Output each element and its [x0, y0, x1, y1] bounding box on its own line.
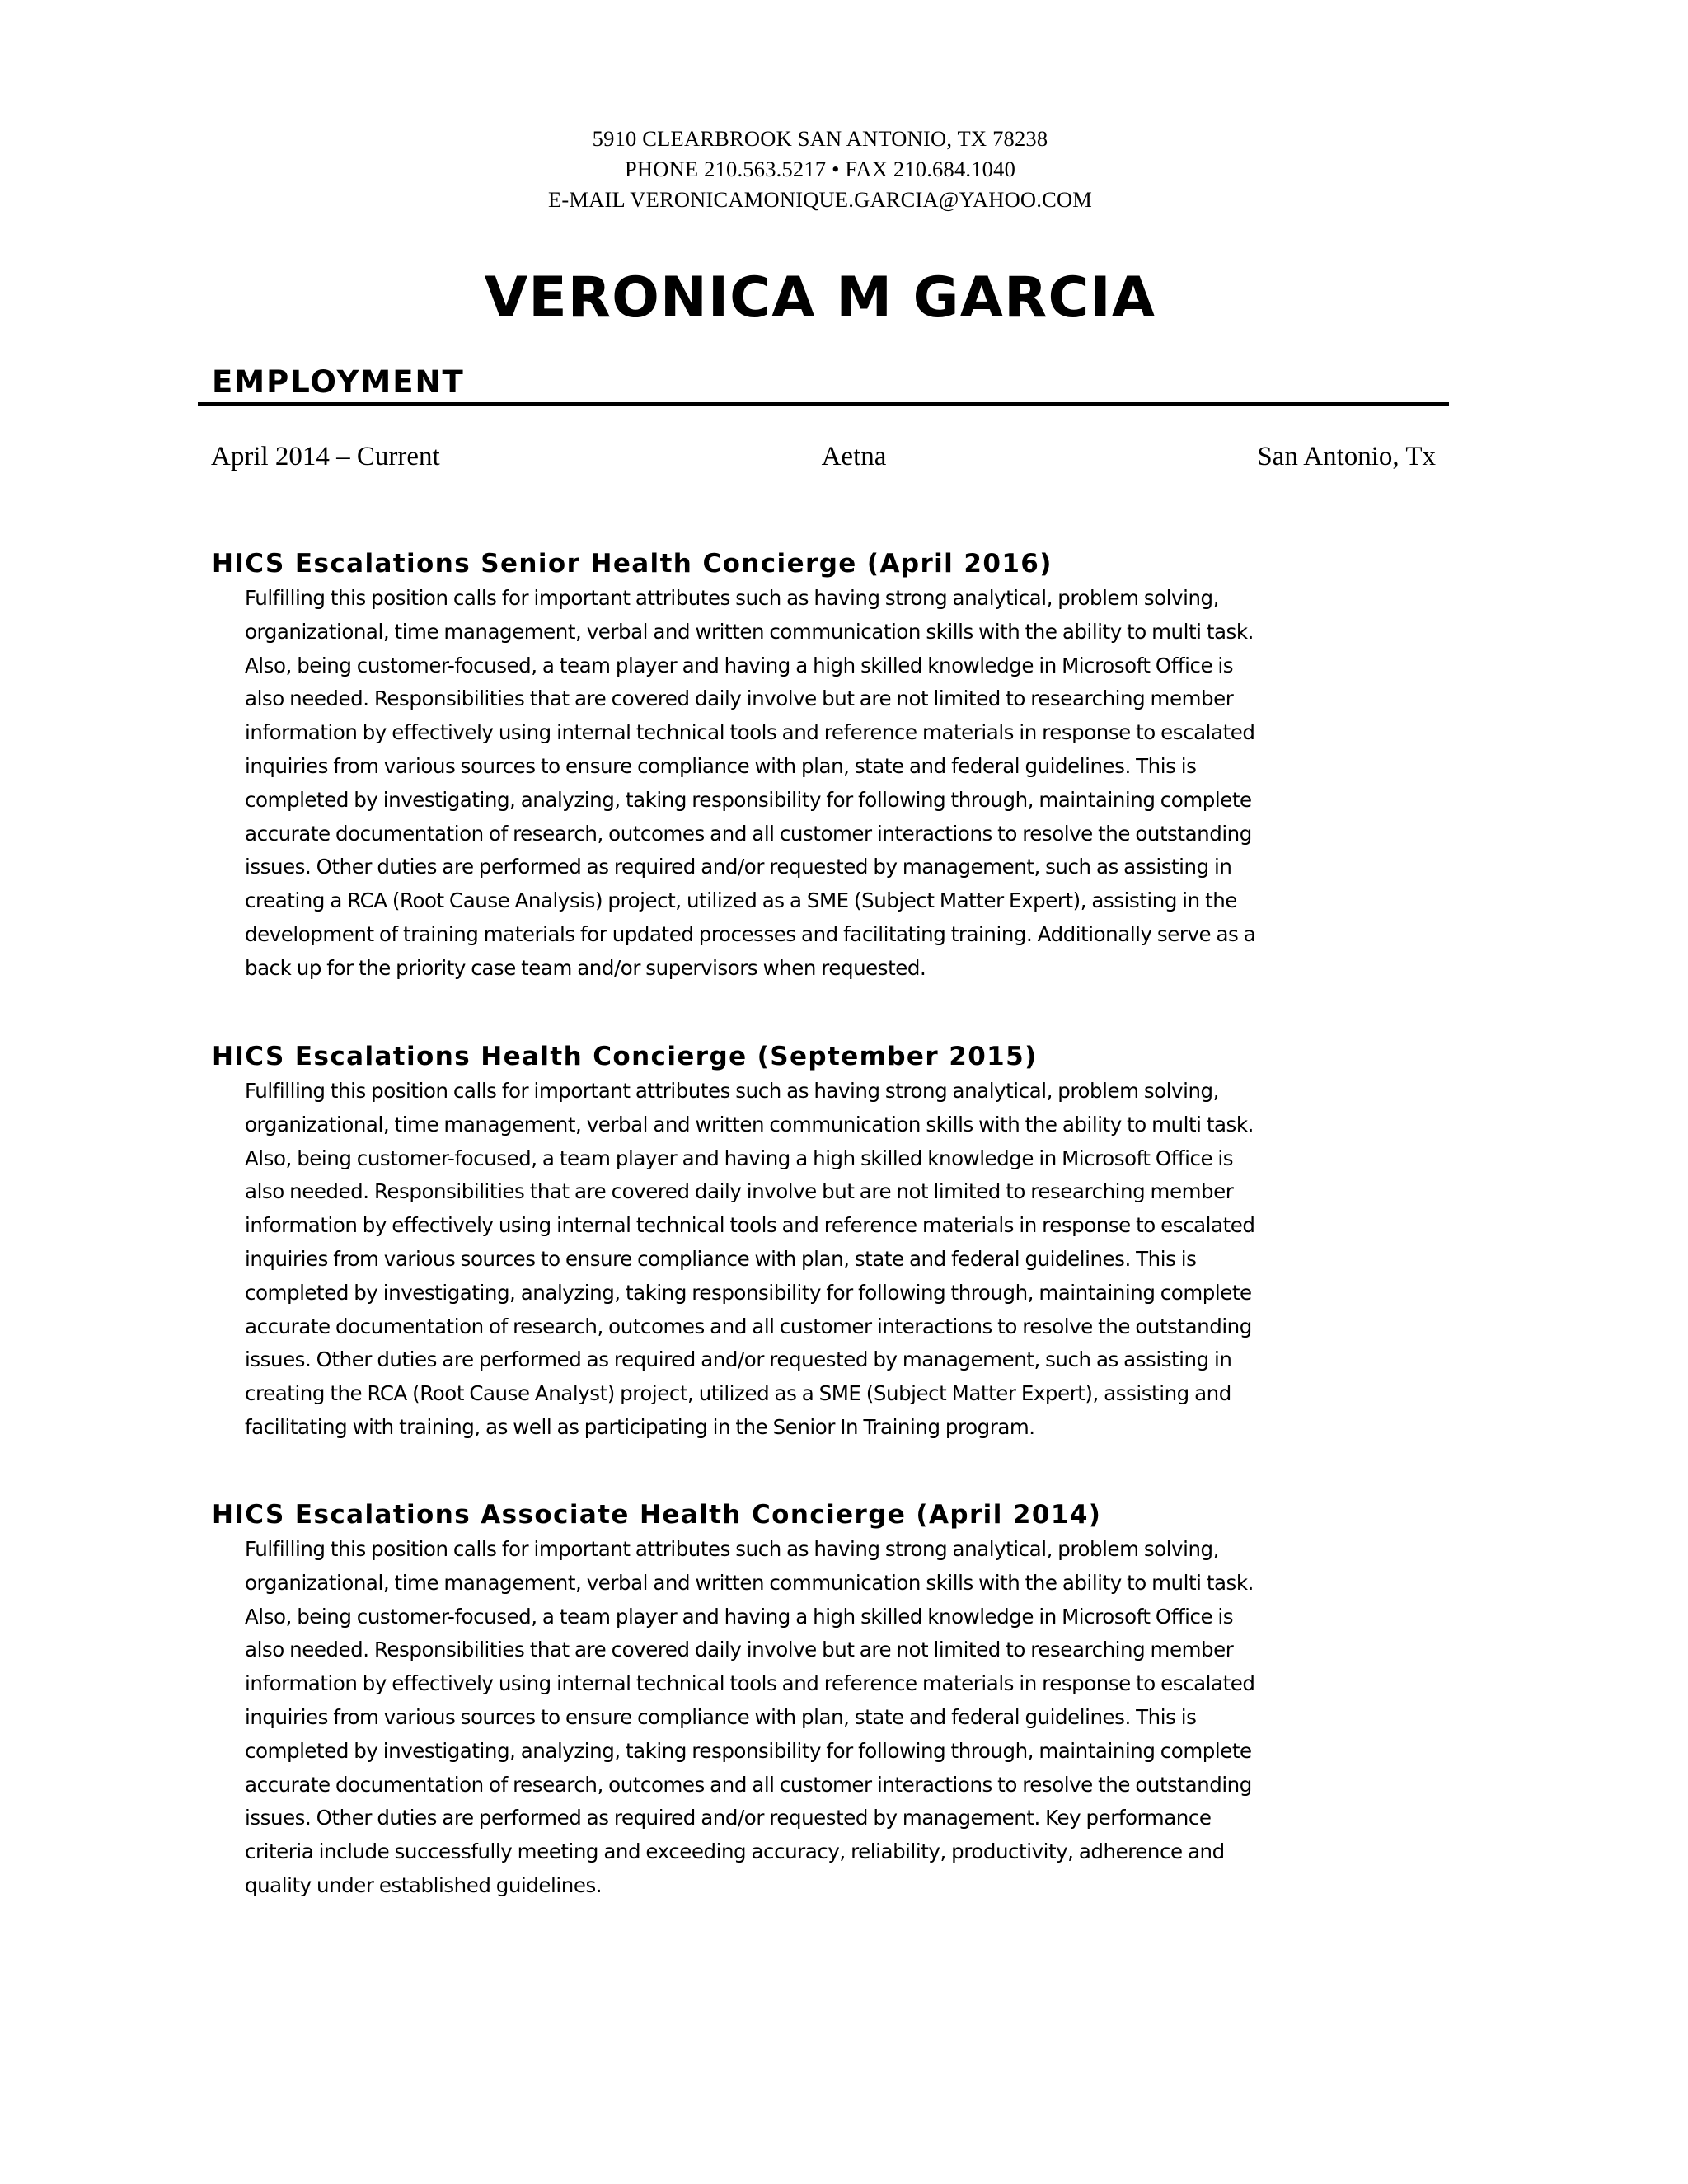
- description-line: Also, being customer-focused, a team player and having a high skilled knowledge in Microsoft Office is: [245, 1604, 1234, 1629]
- description-line: Fulfilling this position calls for important attributes such as having strong analytical, problem solving,: [245, 1537, 1219, 1561]
- contact-block: [0, 124, 1640, 215]
- employment-summary-row: [211, 438, 1436, 475]
- description-line: creating a RCA (Root Cause Analysis) project, utilized as a SME (Subject Matter Expert), assisting in the: [245, 888, 1237, 913]
- description-line: also needed. Responsibilities that are covered daily involve but are not limited to researching member: [245, 1179, 1234, 1204]
- position-title: HICS Escalations Senior Health Concierge (April 2016): [212, 549, 1053, 579]
- employment-company: Aetna: [821, 442, 887, 471]
- description-line: information by effectively using internal technical tools and reference materials in response to escalated: [245, 1213, 1255, 1238]
- employment-dates: April 2014 – Current: [211, 442, 440, 471]
- description-line: inquiries from various sources to ensure compliance with plan, state and federal guidelines. This is: [245, 1246, 1197, 1271]
- position-title: HICS Escalations Health Concierge (September 2015): [212, 1042, 1038, 1071]
- description-line: quality under established guidelines.: [245, 1872, 603, 1897]
- description-line: also needed. Responsibilities that are covered daily involve but are not limited to researching member: [245, 1638, 1234, 1662]
- description-line: accurate documentation of research, outcomes and all customer interactions to resolve the outstanding: [245, 1772, 1252, 1797]
- position-associate-health-concierge: [212, 1497, 1448, 1903]
- description-line: organizational, time management, verbal and written communication skills with the ability to multi task.: [245, 1112, 1254, 1137]
- contact-address: 5910 CLEARBROOK SAN ANTONIO, TX 78238: [592, 126, 1048, 151]
- candidate-name: VERONICA M GARCIA: [484, 265, 1156, 330]
- position-description: [245, 582, 1440, 986]
- position-description: [245, 1075, 1440, 1445]
- description-line: issues. Other duties are performed as required and/or requested by management. Key performance: [245, 1806, 1212, 1830]
- description-line: Also, being customer-focused, a team player and having a high skilled knowledge in Microsoft Office is: [245, 1146, 1234, 1170]
- description-line: Fulfilling this position calls for important attributes such as having strong analytical, problem solving,: [245, 1079, 1219, 1103]
- description-line: development of training materials for updated processes and facilitating training. Additionally serve as a: [245, 921, 1256, 946]
- employment-location: San Antonio, Tx: [1257, 442, 1436, 471]
- description-line: also needed. Responsibilities that are covered daily involve but are not limited to researching member: [245, 687, 1234, 711]
- section-divider: [198, 402, 1449, 406]
- description-line: accurate documentation of research, outcomes and all customer interactions to resolve the outstanding: [245, 1314, 1252, 1338]
- position-title: HICS Escalations Associate Health Concierge (April 2014): [212, 1500, 1102, 1530]
- description-line: back up for the priority case team and/or supervisors when requested.: [245, 955, 926, 980]
- contact-phone-fax: PHONE 210.563.5217 • FAX 210.684.1040: [624, 157, 1016, 181]
- description-line: information by effectively using internal technical tools and reference materials in response to escalated: [245, 1671, 1255, 1696]
- description-line: accurate documentation of research, outcomes and all customer interactions to resolve the outstanding: [245, 821, 1252, 846]
- description-line: issues. Other duties are performed as required and/or requested by management, such as assisting in: [245, 855, 1232, 879]
- position-senior-health-concierge: [212, 546, 1448, 986]
- description-line: completed by investigating, analyzing, taking responsibility for following through, maintaining complete: [245, 1738, 1252, 1763]
- description-line: organizational, time management, verbal and written communication skills with the ability to multi task.: [245, 619, 1254, 644]
- contact-email: E-MAIL VERONICAMONIQUE.GARCIA@YAHOO.COM: [547, 187, 1093, 212]
- description-line: inquiries from various sources to ensure compliance with plan, state and federal guidelines. This is: [245, 753, 1197, 778]
- description-line: facilitating with training, as well as participating in the Senior In Training program.: [245, 1414, 1035, 1439]
- position-description: [245, 1533, 1440, 1903]
- description-line: criteria include successfully meeting and exceeding accuracy, reliability, productivity, adherence and: [245, 1840, 1225, 1864]
- description-line: inquiries from various sources to ensure compliance with plan, state and federal guidelines. This is: [245, 1704, 1197, 1729]
- description-line: completed by investigating, analyzing, taking responsibility for following through, maintaining complete: [245, 787, 1252, 812]
- description-line: organizational, time management, verbal and written communication skills with the ability to multi task.: [245, 1570, 1254, 1595]
- description-line: issues. Other duties are performed as required and/or requested by management, such as assisting in: [245, 1347, 1232, 1372]
- position-health-concierge: [212, 1038, 1448, 1445]
- description-line: completed by investigating, analyzing, taking responsibility for following through, maintaining complete: [245, 1280, 1252, 1305]
- description-line: Fulfilling this position calls for important attributes such as having strong analytical, problem solving,: [245, 586, 1219, 610]
- description-line: creating the RCA (Root Cause Analyst) project, utilized as a SME (Subject Matter Expert), assisting and: [245, 1381, 1231, 1406]
- description-line: information by effectively using internal technical tools and reference materials in response to escalated: [245, 720, 1255, 745]
- section-heading-employment: EMPLOYMENT: [212, 364, 465, 400]
- description-line: Also, being customer-focused, a team player and having a high skilled knowledge in Microsoft Office is: [245, 653, 1234, 677]
